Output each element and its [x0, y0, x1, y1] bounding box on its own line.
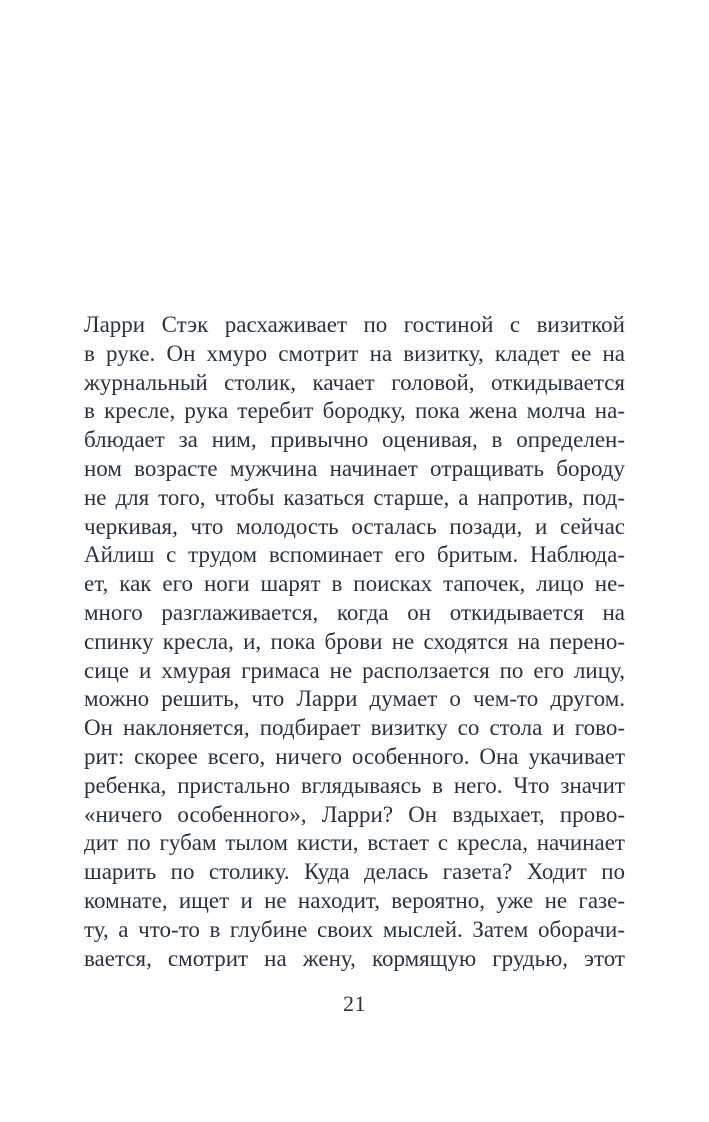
text-line: журнальный столик, качает головой, откидывается — [84, 369, 625, 395]
text-line: в кресле, рука теребит бородку, пока жена молча на- — [84, 398, 625, 424]
text-line: Он наклоняется, подбирает визитку со стола и гово- — [84, 715, 625, 741]
text-line: дит по губам тылом кисти, встает с кресла, начинает — [84, 830, 625, 856]
text-line: блюдает за ним, привычно оценивая, в определен- — [84, 427, 625, 453]
text-line: Айлиш с трудом вспоминает его бритым. Наблюда- — [84, 542, 625, 568]
text-line: в руке. Он хмуро смотрит на визитку, кладет ее на — [84, 340, 625, 366]
text-line: много разглаживается, когда он откидывается на — [84, 599, 625, 625]
text-line: ту, а что-то в глубине своих мыслей. Затем оборачи- — [84, 916, 625, 942]
text-line: Ларри Стэк расхаживает по гостиной с визиткой — [84, 312, 625, 337]
text-line: шарить по столику. Куда делась газета? Ходит по — [84, 859, 625, 885]
text-line: можно решить, что Ларри думает о чем-то другом. — [84, 686, 625, 712]
text-line: рит: скорее всего, ничего особенного. Она укачивает — [84, 743, 625, 769]
text-line: вается, смотрит на жену, кормящую грудью, этот — [84, 945, 625, 971]
text-line: «ничего особенного», Ларри? Он вздыхает, прово- — [84, 801, 625, 827]
text-line: не для того, чтобы казаться старше, а напротив, под- — [84, 484, 625, 510]
page-text — [84, 311, 625, 973]
text-line: комнате, ищет и не находит, вероятно, уже не газе- — [84, 887, 625, 913]
text-line: сице и хмурая гримаса не расползается по его лицу, — [84, 657, 625, 683]
text-line: спинку кресла, и, пока брови не сходятся на перено- — [84, 628, 625, 654]
text-line: ном возрасте мужчина начинает отращивать бороду — [84, 455, 625, 481]
text-line: ет, как его ноги шарят в поисках тапочек, лицо не- — [84, 571, 625, 597]
page-number: 21 — [343, 991, 366, 1016]
text-line: ребенка, пристально вглядываясь в него. Что значит — [84, 772, 625, 798]
text-line: черкивая, что молодость осталась позади, и сейчас — [84, 513, 625, 539]
